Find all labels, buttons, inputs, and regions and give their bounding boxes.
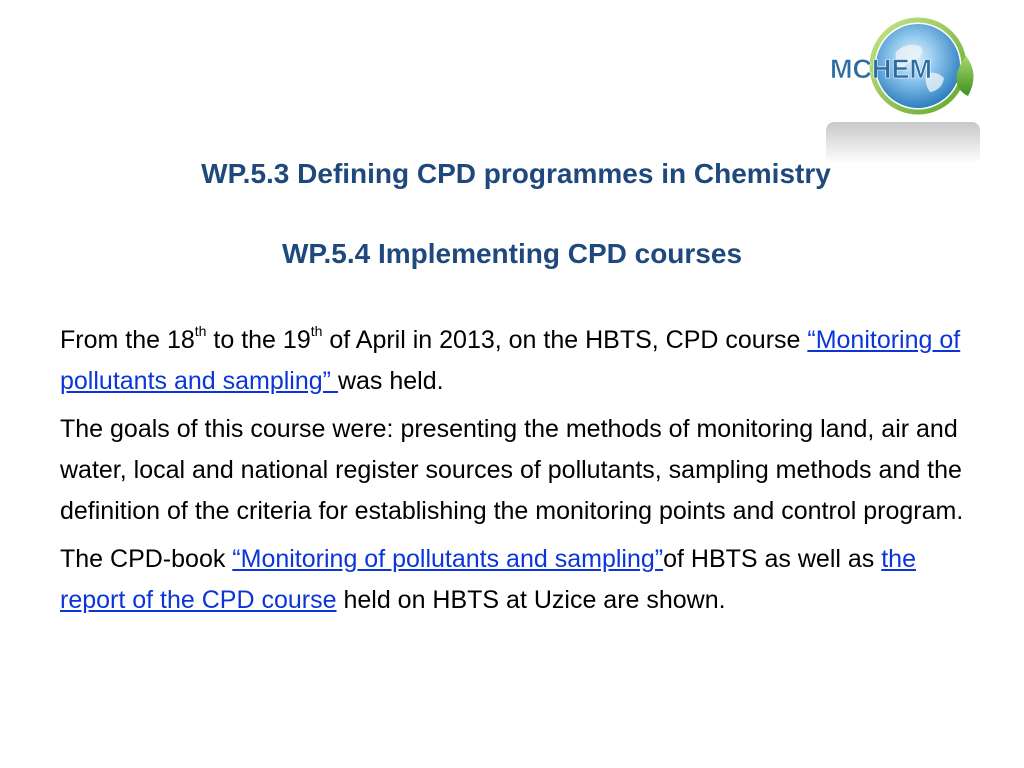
cpd-book-link[interactable]: “Monitoring of pollutants and sampling” [232,545,664,573]
logo-text: MCHEM [830,54,932,84]
paragraph-2: The goals of this course were: presenting the methods of monitoring land, air and water, local and national register sources of pollutants, sampling methods and the definition of the criteria for establishing the monitoring points and control program. [60,415,964,525]
mchem-logo [826,14,982,164]
body-text [60,320,980,628]
paragraph-3 [60,539,980,621]
p1-sup-b: th [310,322,323,339]
cpd-report-link[interactable]: the report of the CPD course [60,545,916,614]
paragraph-1 [60,320,980,402]
p1-text-c: of April in 2013, on the HBTS, CPD course [322,326,808,354]
p3-text-a: The CPD-book [60,545,233,573]
p1-text-d: was held. [337,367,444,395]
title-wp54: WP.5.4 Implementing CPD courses [281,238,743,269]
p3-text-c: held on HBTS at Uzice are shown. [336,586,726,614]
title-wp53: WP.5.3 Defining CPD programmes in Chemistry [201,158,831,189]
p3-text-b: of HBTS as well as [663,545,882,573]
p1-text-a: From the 18 [60,326,195,354]
p1-sup-a: th [194,322,207,339]
p1-text-b: to the 19 [206,326,311,354]
course-link[interactable]: “Monitoring of pollutants and sampling” [60,326,961,395]
mchem-logo-graphic [826,14,982,164]
